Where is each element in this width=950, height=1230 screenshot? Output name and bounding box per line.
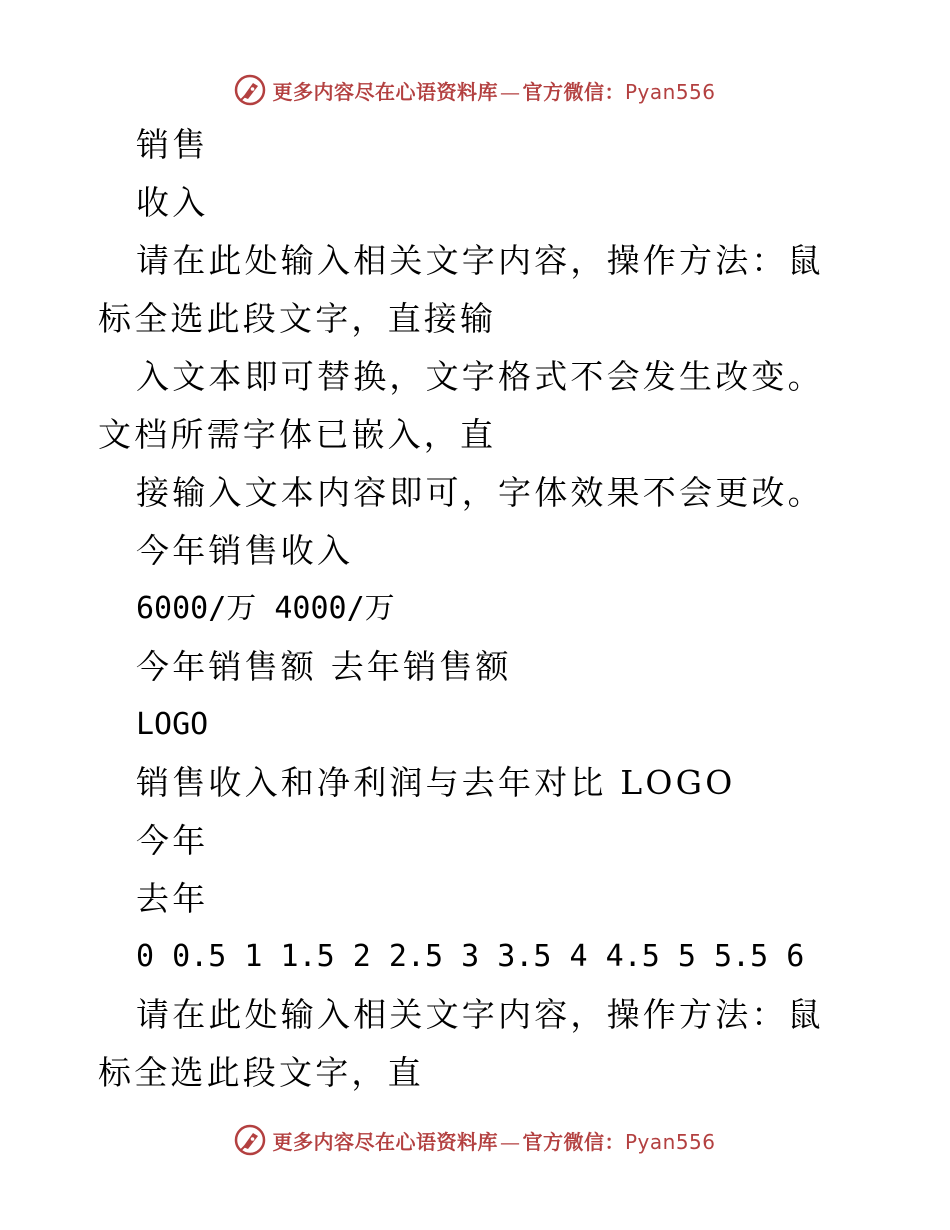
paragraph-13: 0 0.5 1 1.5 2 2.5 3 3.5 4 4.5 5 5.5 6 xyxy=(136,939,805,974)
paragraph-14: 请在此处输入相关文字内容，操作方法：鼠标全选此段文字，直 xyxy=(98,995,824,1092)
header-watermark xyxy=(0,72,950,108)
watermark-dash: — xyxy=(499,1129,521,1154)
paragraph-11: 今年 xyxy=(136,821,209,860)
watermark-text xyxy=(272,76,715,105)
paragraph-1: 销售 xyxy=(136,125,209,164)
watermark-wechat-id: Pyan556 xyxy=(624,79,716,104)
paragraph-12: 去年 xyxy=(136,879,209,918)
paragraph-10: 销售收入和净利润与去年对比 LOGO xyxy=(136,763,736,802)
paragraph-2: 收入 xyxy=(136,183,209,222)
paragraph-5: 接输入文本内容即可，字体效果不会更改。 xyxy=(136,473,824,512)
watermark-main-text: 更多内容尽在心语资料库 xyxy=(272,1129,498,1154)
paragraph-9: LOGO xyxy=(136,707,209,742)
paragraph-7: 6000/万 4000/万 xyxy=(136,591,395,626)
watermark-dash: — xyxy=(499,79,521,104)
pen-nib-circle-icon xyxy=(234,1124,266,1156)
paragraph-6: 今年销售收入 xyxy=(136,531,354,570)
paragraph-3: 请在此处输入相关文字内容，操作方法：鼠标全选此段文字，直接输 xyxy=(98,241,824,338)
pen-nib-circle-icon xyxy=(234,74,266,106)
paragraph-4: 入文本即可替换，文字格式不会发生改变。文档所需字体已嵌入，直 xyxy=(98,357,824,454)
document-body xyxy=(98,116,858,1102)
footer-watermark xyxy=(0,1122,950,1158)
watermark-wechat-id: Pyan556 xyxy=(624,1129,716,1154)
watermark-text xyxy=(272,1126,715,1155)
watermark-wechat-label: 官方微信： xyxy=(522,1129,625,1154)
watermark-wechat-label: 官方微信： xyxy=(522,79,625,104)
paragraph-8: 今年销售额 去年销售额 xyxy=(136,647,512,686)
watermark-main-text: 更多内容尽在心语资料库 xyxy=(272,79,498,104)
